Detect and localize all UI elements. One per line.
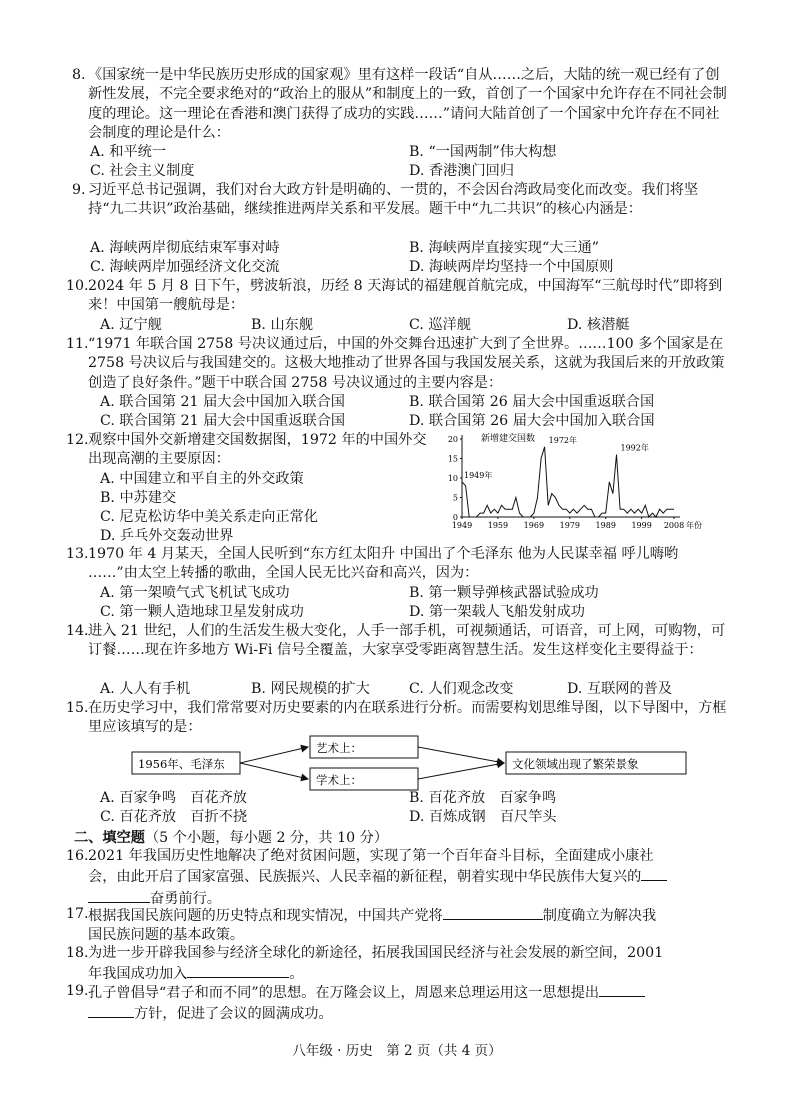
question-stem: 《国家统一是中华民族历史形成的国家观》里有这样一段话“自从……之后，大陆的统一观已经有了创新性发展，不完全要求绝对的“政治上的服从”和制度上的一致，首创了一个国家中允许存在不同社会制度的理论。这一理论在香港和澳门获得了成功的实践……”请问大陆首创了一个国家中允许存在不同社会制度的理论是什么： <box>88 67 727 142</box>
question-14 <box>66 622 728 661</box>
page-footer: 八年级 · 历史 第 2 页（共 4 页） <box>292 1043 502 1059</box>
option-b[interactable]: B. 中苏建交 <box>100 490 177 506</box>
question-number: 15. <box>66 700 89 716</box>
question-12 <box>66 431 438 470</box>
question-number: 16. <box>66 848 89 864</box>
mindmap-arrow <box>240 763 308 779</box>
annotation-label: 1992年 <box>620 443 649 453</box>
question-line: 为进一步开辟我国参与经济全球化的新途径，拓展我国国民经济与社会发展的新空间，2001 <box>88 945 664 961</box>
option-c[interactable]: C. 第一颗人造地球卫星发射成功 <box>100 604 304 620</box>
y-tick-label: 5 <box>452 493 458 503</box>
option-c[interactable]: C. 联合国第 21 届大会中国重返联合国 <box>100 413 346 429</box>
option-d[interactable]: D. 香港澳门回归 <box>409 163 515 179</box>
question-17 <box>66 905 728 946</box>
question-number: 12. <box>66 432 89 448</box>
option-b[interactable]: B. 百花齐放 百家争鸣 <box>409 790 557 806</box>
option-d[interactable]: D. 核潜艇 <box>567 317 630 333</box>
option-a[interactable]: A. 人人有手机 <box>100 681 191 697</box>
question-number: 8. <box>72 67 86 83</box>
x-tick-label: 1979 <box>559 521 580 530</box>
mindmap-arrow <box>418 747 504 763</box>
question-stem: 进入 21 世纪，人们的生活发生极大变化，人手一部手机，可视频通话，可语音，可上网，可购物，可订餐……现在许多地方 Wi-Fi 信号全覆盖，大家享受零距离智慧生活。发生这样变化主要得益于： <box>88 623 726 659</box>
question-line: 奋勇前行。 <box>150 890 221 907</box>
x-unit-label: 年份 <box>686 521 702 530</box>
question-stem: 在历史学习中，我们常常要对历史要素的内在联系进行分析。而需要构划思维导图，以下导图中，方框里应该填写的是： <box>88 700 727 736</box>
option-c[interactable]: C. 海峡两岸加强经济文化交流 <box>90 259 280 275</box>
mindmap-arrow <box>240 747 308 763</box>
annotation-label: 1949年 <box>464 470 493 480</box>
x-tick-label: 1959 <box>487 521 509 530</box>
question-11 <box>66 335 728 393</box>
question-13 <box>66 545 728 584</box>
option-a[interactable]: A. 海峡两岸彻底结束军事对峙 <box>90 240 280 256</box>
option-a[interactable]: A. 中国建立和平自主的外交政策 <box>100 471 304 487</box>
chart-title: 新增建交国数 <box>481 434 536 444</box>
x-tick-label: 1969 <box>523 521 545 530</box>
question-stem: 1970 年 4 月某天，全国人民听到“东方红太阳升 中国出了个毛泽东 他为人民谋幸福 呼儿嗨哟 ……”由太空上转播的歌曲，全国人民无比兴奋和高兴，因为： <box>88 546 679 582</box>
y-tick-label: 20 <box>447 435 458 444</box>
x-tick-label: 1989 <box>595 521 616 530</box>
question-19 <box>66 982 728 1025</box>
option-b[interactable]: B. 山东舰 <box>251 317 314 333</box>
option-d[interactable]: D. 海峡两岸均坚持一个中国原则 <box>409 259 614 275</box>
mindmap-top-text: 艺术上： <box>316 741 362 755</box>
section-heading <box>74 827 388 847</box>
question-line: 。 <box>289 966 304 983</box>
answer-blank[interactable] <box>88 888 150 903</box>
option-c[interactable]: C. 百花齐放 百折不挠 <box>100 809 248 825</box>
option-c[interactable]: C. 尼克松访华中美关系走向正常化 <box>100 509 318 525</box>
option-c[interactable]: C. 人们观念改变 <box>409 681 514 697</box>
option-c[interactable]: C. 社会主义制度 <box>90 163 195 179</box>
answer-blank[interactable] <box>88 1003 134 1018</box>
x-tick-label: 1999 <box>631 521 652 530</box>
mindmap-arrow <box>418 763 504 779</box>
question-line: 2021 年我国历史性地解决了绝对贫困问题，实现了第一个百年奋斗目标，全面建成小康社 <box>88 848 654 864</box>
x-tick-label: 1949 <box>451 521 473 530</box>
series-line <box>462 447 674 517</box>
question-number: 17. <box>66 906 89 922</box>
answer-blank[interactable] <box>599 982 645 997</box>
option-d[interactable]: D. 百炼成钢 百尺竿头 <box>409 809 557 825</box>
question-9 <box>72 181 728 220</box>
question-line: 根据我国民族问题的历史特点和现实情况，中国共产党将 <box>88 908 443 924</box>
answer-blank[interactable] <box>641 866 667 881</box>
option-d[interactable]: D. 第一架载人飞船发射成功 <box>409 604 585 620</box>
question-stem: “1971 年联合国 2758 号决议通过后，中国的外交舞台迅速扩大到了全世界。……100 多个国家是在 2758 号决议后与我国建交的。这极大地推动了世界各国与我国发展关系，这就为我国后来的开放政策创造了良好条件。”题干中联合国 2758 号决议通过的主要内容是： <box>88 336 725 391</box>
option-a[interactable]: A. 百家争鸣 百花齐放 <box>100 790 247 806</box>
question-8 <box>72 66 728 144</box>
question-line: 会，由此开启了国家富强、民族振兴、人民幸福的新征程，朝着实现中华民族伟大复兴的 <box>88 869 642 886</box>
question-number: 18. <box>66 945 89 961</box>
answer-blank[interactable] <box>443 905 543 920</box>
option-d[interactable]: D. 互联网的普及 <box>567 681 673 697</box>
y-tick-label: 15 <box>447 454 458 464</box>
question-line: 年我国成功加入 <box>88 966 188 983</box>
y-tick-label: 0 <box>452 513 458 522</box>
question-18 <box>66 944 728 985</box>
option-c[interactable]: C. 巡洋舰 <box>409 317 471 333</box>
question-10 <box>66 277 728 316</box>
y-tick-label: 10 <box>447 474 458 483</box>
question-stem: 习近平总书记强调，我们对台大政方针是明确的、一贯的，不会因台湾政局变化而改变。我们将坚持“九二共识”政治基础，继续推进两岸关系和平发展。题干中“九二共识”的核心内涵是： <box>88 182 699 218</box>
annotation-label: 1972年 <box>548 435 578 445</box>
question-line: 方针，促进了会议的圆满成功。 <box>134 1006 333 1023</box>
chart-marks <box>462 435 674 517</box>
chart-axes <box>448 435 702 530</box>
option-b[interactable]: B. 第一颗导弹核武器试验成功 <box>409 585 599 601</box>
question-number: 10. <box>66 278 89 294</box>
option-b[interactable]: B. 联合国第 26 届大会中国重返联合国 <box>409 394 655 410</box>
question-number: 9. <box>72 182 86 198</box>
option-b[interactable]: B. 网民规模的扩大 <box>251 681 370 697</box>
question-line: 国民族问题的基本政策。 <box>88 927 245 944</box>
x-tick-label: 2008 <box>663 521 685 530</box>
mindmap-right-text: 文化领域出现了繁荣景象 <box>512 757 639 771</box>
option-d[interactable]: D. 乒乓外交轰动世界 <box>100 528 234 544</box>
option-b[interactable]: B. “一国两制”伟大构想 <box>409 144 557 160</box>
answer-blank[interactable] <box>187 963 289 978</box>
option-d[interactable]: D. 联合国第 26 届大会中国加入联合国 <box>409 413 655 429</box>
option-a[interactable]: A. 联合国第 21 届大会中国加入联合国 <box>100 394 345 410</box>
option-a[interactable]: A. 和平统一 <box>90 144 167 160</box>
question-15 <box>66 699 728 738</box>
question-line: 孔子曾倡导“君子和而不同”的思想。在万隆会议上，周恩来总理运用这一思想提出 <box>88 985 600 1001</box>
section-note: （5 个小题，每小题 2 分，共 10 分） <box>144 830 389 846</box>
mindmap-bottom-text: 学术上： <box>316 773 362 787</box>
question-stem: 2024 年 5 月 8 日下午，劈波斩浪，历经 8 天海试的福建舰首航完成，中国海军“三航母时代”即将到来！中国第一艘航母是： <box>88 278 723 314</box>
question-line: 制度确立为解决我 <box>542 908 657 924</box>
question-number: 11. <box>66 336 89 352</box>
section-title: 二、填空题 <box>74 830 145 846</box>
question-number: 14. <box>66 623 89 639</box>
option-b[interactable]: B. 海峡两岸直接实现“大三通” <box>409 240 600 256</box>
diplomacy-chart <box>446 425 706 535</box>
option-a[interactable]: A. 第一架喷气式飞机试飞成功 <box>100 585 290 601</box>
mindmap-left-text: 1956年、毛泽东 <box>138 757 225 771</box>
option-a[interactable]: A. 辽宁舰 <box>100 317 162 333</box>
question-number: 19. <box>66 983 89 999</box>
question-stem: 观察中国外交新增建交国数据图，1972 年的中国外交出现高潮的主要原因： <box>88 432 427 468</box>
question-number: 13. <box>66 546 89 562</box>
question-16 <box>66 847 728 909</box>
